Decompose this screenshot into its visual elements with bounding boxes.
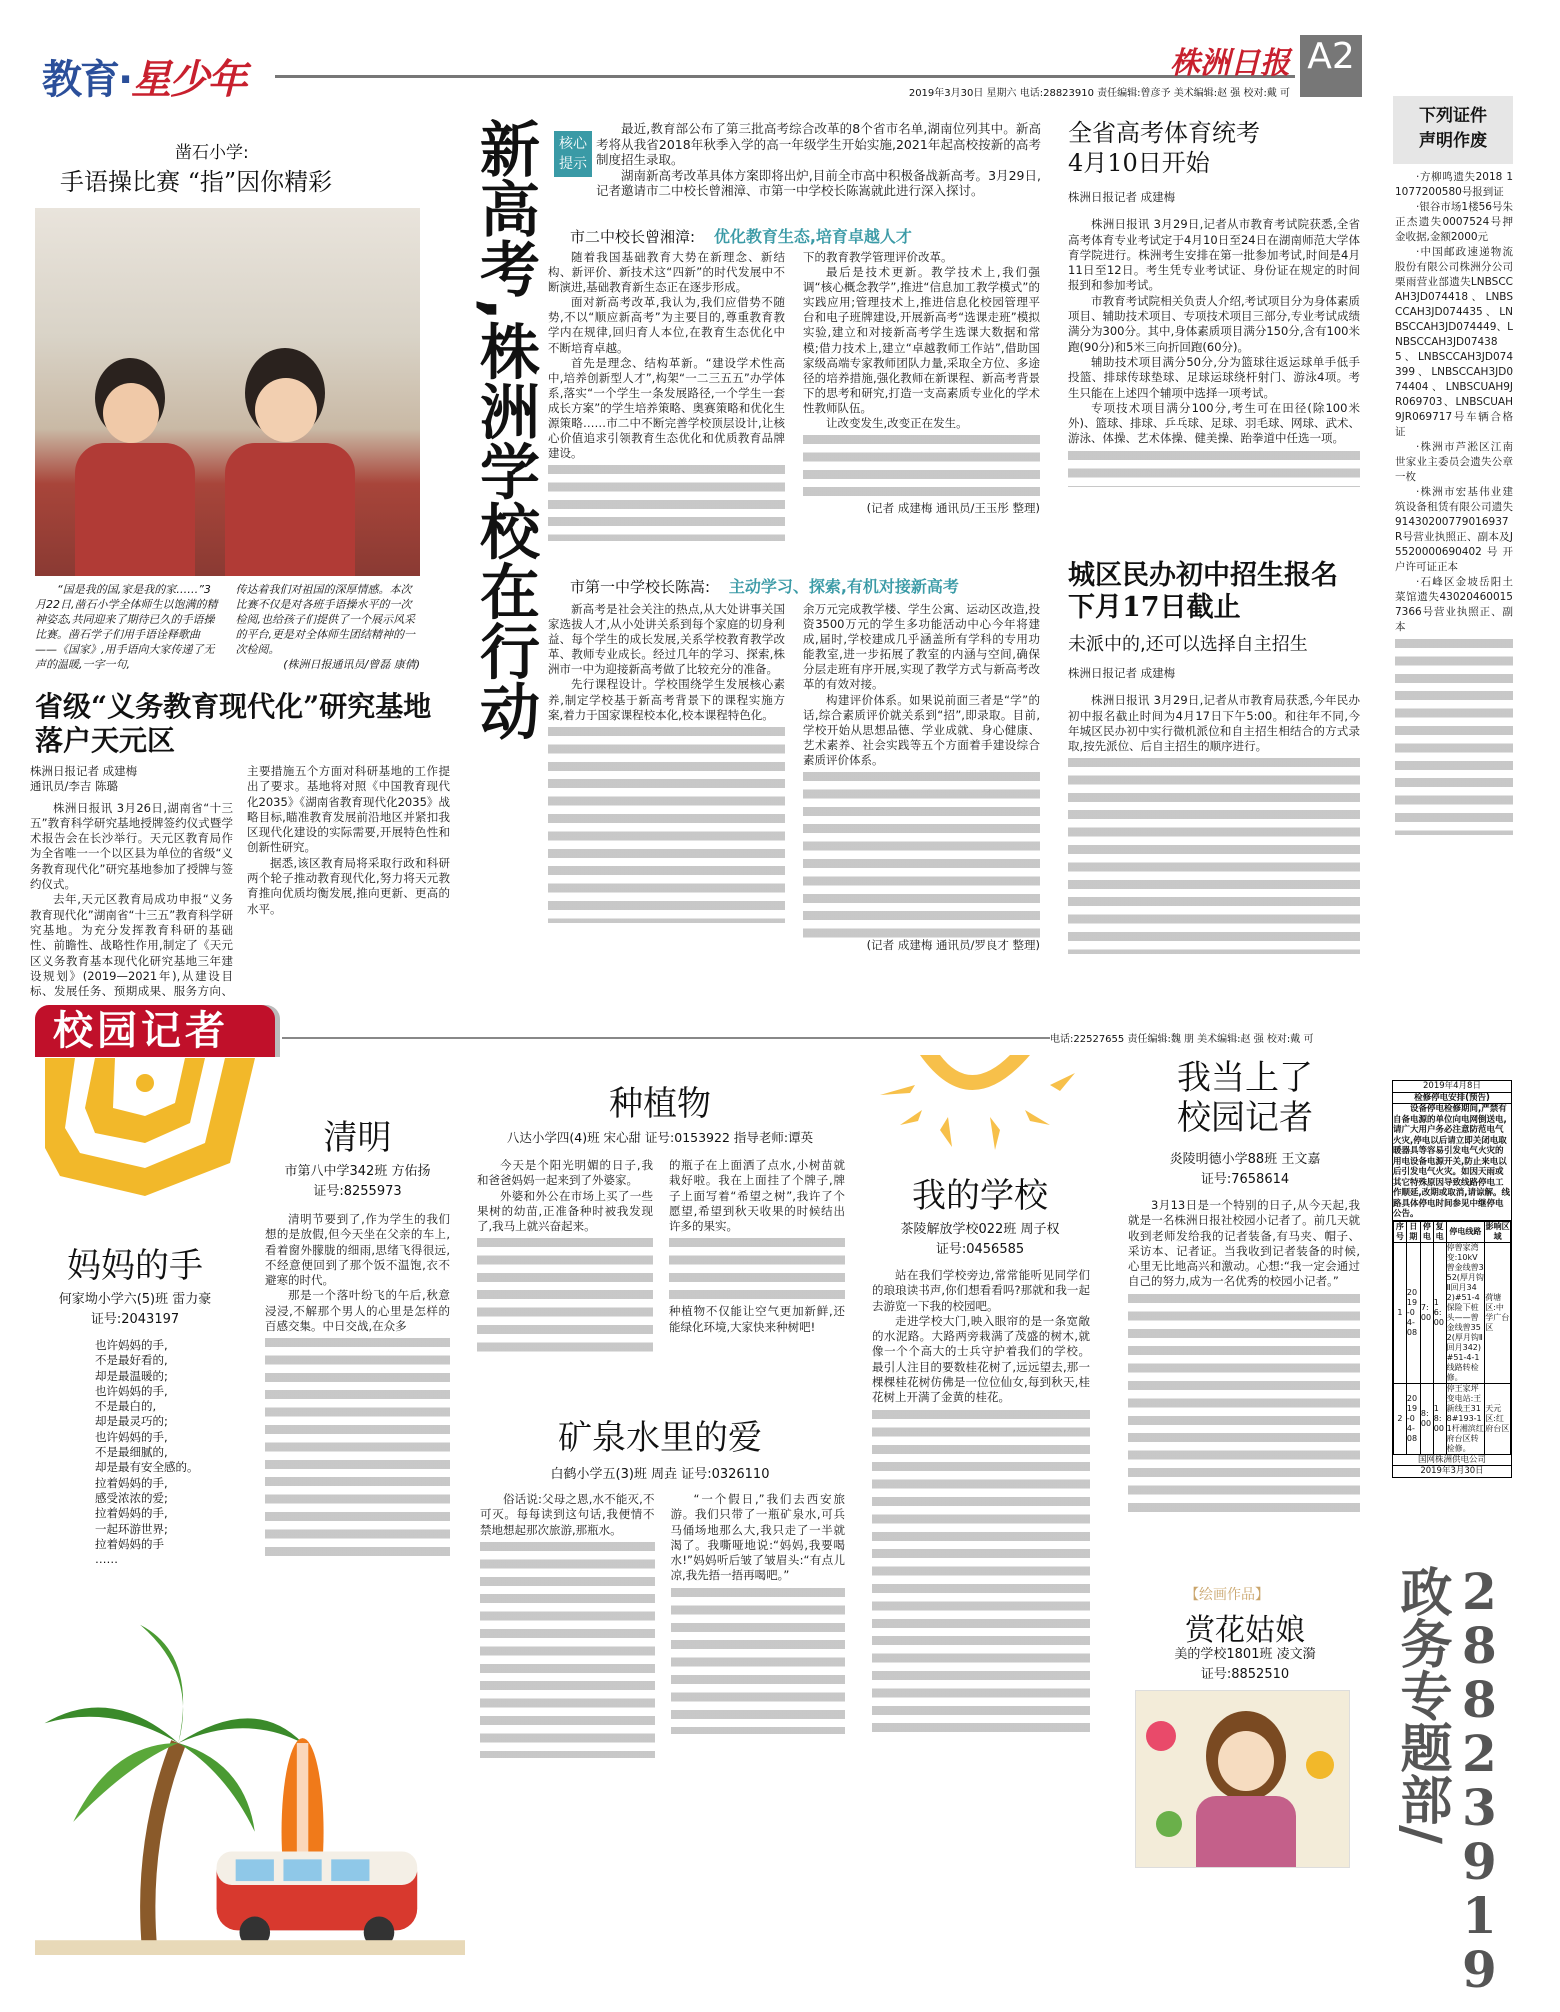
sports-title-line1: 全省高考体育统考 [1068,119,1260,147]
poem-line: 也许妈妈的手, [95,1429,168,1444]
sun-illustration [860,1055,1080,1155]
outage-org: 国网株洲供电公司 [1393,1455,1511,1467]
planting-col1 [477,1158,653,1393]
th: 复电 [1433,1221,1446,1242]
sign-caption [35,582,420,672]
header-rule [275,75,1295,78]
notices-box-title: 下列证件声明作废 [1393,96,1513,164]
poem-line: 不是最好看的, [95,1353,168,1368]
td: 18:00 [1433,1383,1446,1454]
reporter-title-line2: 校园记者 [1177,1098,1313,1138]
byline: 通讯员/李吉 陈璐 [30,779,119,794]
private-title-line1: 城区民办初中招生报名 [1068,560,1338,591]
caption-col2: 传达着我们对祖国的深厚情感。本次比赛不仅是对各班手语操水平的一次检阅,也给孩子们提供了一个展示风采的平台,更是对全体师生团结精神的一次检阅。 [235,583,415,656]
td: 7:00 [1420,1242,1433,1383]
table-row [1394,1383,1511,1454]
sub1-col1 [548,250,785,565]
section-rule [282,1037,1050,1039]
byline: 株洲日报记者 成建梅 [1068,190,1176,204]
lead-paragraph: 最近,教育部公布了第三批高考综合改革的8个省市名单,湖南位列其中。新高考将从我省2018年秋季入学的高一年级学生开始实施,2021年起高校按新的高考制度招生录取。 [596,121,1041,167]
outage-date: 2019年4月8日 [1393,1081,1511,1093]
paper-logo: 株洲日报 [1170,46,1290,81]
qingming-body [265,1212,450,1592]
text-lines [872,1406,1090,1736]
cert-number: 证号:0456585 [935,1242,1025,1257]
sub1-body [548,250,1040,565]
text-lines [548,723,785,923]
sign-title: 手语操比赛 “指”因你精彩 [60,168,333,196]
paragraph: 俗话说:父母之恩,水不能灭,不可灭。每每读到这句话,我便情不禁地想起那次旅游,那瓶水。 [480,1492,655,1537]
text-lines [477,1234,653,1354]
text-lines [1068,447,1360,487]
tianyuan-title-line2: 落户天元区 [35,724,176,757]
reporter-title [1125,1058,1365,1138]
sports-title [1068,118,1260,178]
planting-title: 种植物 [609,1084,711,1124]
sports-title-line2: 4月10日开始 [1068,149,1210,177]
td: 2 [1394,1383,1407,1454]
cert-number: 证号:8852510 [1200,1667,1290,1682]
sun-icon [880,1055,1075,1150]
my-school-title: 我的学校 [912,1176,1048,1216]
campus-banner: 校园记者 [35,1005,275,1057]
th: 停电 [1420,1221,1433,1242]
outage-table-header [1394,1221,1511,1242]
sports-body [1068,190,1360,535]
info-line-bottom: 电话:22527655 责任编辑:魏 朋 美术编辑:赵 强 校对:戴 可 [1050,1034,1314,1045]
byline: 株洲日报记者 成建梅 [30,764,138,778]
private-body [1068,666,1360,986]
core-tip-label: 核心提示 [554,131,592,177]
text-lines [669,1234,845,1304]
paragraph: 种植物不仅能让空气更加新鲜,还能绿化环境,大家快来种树吧! [669,1304,845,1334]
text-lines [803,431,1040,501]
ad-phone: 28823919 [1462,1562,1497,1999]
paragraph: 构建评价体系。如果说前面三者是“学”的话,综合素质评价就关系到“招”,即录取。目前,学校开始从思想品德、学业成就、身心健康、艺术素养、社会实践等五个方面着手建设综合素质评价体系。 [803,692,1040,767]
notice-item: ·石峰区金坡岳阳土菜馆遗失430204600157366号营业执照正、副本 [1395,576,1513,633]
qingming-title: 清明 [323,1118,392,1158]
paragraph: 下的教育教学管理评价改革。 [803,250,953,264]
paragraph: 株洲日报讯 3月26日,湖南省“十三五”教育科学研究基地授牌签约仪式暨学术报告会在长沙举行。天元区教育局作为全省唯一一个以区县为单位的省级“义务教育现代化”研究基地参加了授牌与签约仪式。 [30,800,233,892]
paragraph: 专项技术项目满分100分,考生可在田径(除100米外)、篮球、排球、乒乓球、足球、羽毛球、网球、武术、游泳、体操、艺术体操、健美操、跆拳道中任选一项。 [1068,400,1360,446]
gaokao-vertical-title: 新高考,株洲学校在行动 [470,118,540,741]
table-row [1394,1242,1511,1383]
notices-list [1395,170,1513,835]
mom-hands-byline [30,1290,240,1330]
drawing-title: 赏花姑娘 [1185,1613,1305,1648]
gaokao-lead [596,121,1041,199]
mom-hands-title: 妈妈的手 [67,1246,203,1286]
mineral-col1 [480,1492,655,1802]
sign-kicker: 凿石小学: [175,143,249,163]
byline: 炎陵明德小学88班 王文嘉 [1169,1152,1321,1167]
th: 影响区域 [1485,1221,1510,1241]
section-logo-left: 教育· [42,57,132,103]
mom-hands-poem [95,1338,199,1567]
poem-line: 拉着妈妈的手, [95,1475,168,1490]
section-logo-right: 星少年 [131,57,246,103]
td: 8:00 [1420,1383,1433,1454]
outage-title: 检修停电安排(预告) [1393,1093,1511,1105]
td: 荷塘区:中学广台区 [1485,1242,1511,1383]
drawing-byline [1125,1645,1365,1685]
notice-item: ·银谷市场1楼56号朱正杰遗失0007524号押金收据,金额2000元 [1395,201,1513,243]
poem-line: 感受浓浓的爱; [95,1490,168,1505]
umbrella-icon [35,1058,265,1208]
mineral-col2 [671,1492,846,1802]
th: 日期 [1406,1221,1420,1242]
power-outage-notice [1392,1080,1512,1478]
cert-number: 证号:8255973 [313,1184,402,1199]
paragraph: 先行课程设计。学校围绕学生发展核心素养,制定学校基于新高考背景下的课程实施方案,着力于国家课程校本化,校本课程特色化。 [548,677,785,722]
notice-item: ·株洲市芦淞区江南世家业主委员会遗失公章一枚 [1395,441,1513,483]
paragraph: 首先是理念、结构革新。“建设学术性高中,培养创新型人才”,构架“一二三五五”办学体系,落实“一个学生一条发展路径,一个学生一套成长方案”的学生培养策略、奥赛策略和优化生源策略……市二中不断完善学校顶层设计,让核心价值追求引领教育生态优化和优质教育品牌建设。 [548,355,785,461]
outage-intro: 设备停电检修期间,严禁有自备电源的单位向电网倒送电,请广大用户务必注意防范电气火灾,停电以后请立即关闭电取暖器具等容易引发电气火灾的用电设备电源开关,防止来电以后引发电气火灾。如因天雨或其它特殊原因导致线路停电工作顺延,改期或取消,请谅解。线路具体停电时间参见中继停电公告。 [1393,1104,1510,1219]
notice-item: ·株洲市宏基伟业建筑设备租赁有限公司遗失91430200779016937R号营业执照正、副本及J5520000690402号开户许可证正本 [1395,486,1513,573]
private-subtitle: 未派中的,还可以选择自主招生 [1068,634,1308,655]
private-title [1068,560,1338,624]
sub2-col2 [803,602,1040,987]
paragraph: 面对新高考改革,我认为,我们应借势不随势,不以“顺应新高考”为主要目的,尊重教育教学内在规律,回归育人本位,在教育生态优化中不断培育卓越。 [548,295,785,355]
mineral-water-byline: 白鹤小学五(3)班 周垚 证号:0326110 [550,1467,770,1482]
poem-line: 却是最温暖的; [95,1368,168,1383]
paragraph: 3月13日是一个特别的日子,从今天起,我就是一名株洲日报社校园小记者了。前几天就收到老师发给我的记者装备,有马夹、帽子、采访本、记者证。当我收到记者装备的时候,心里无比地高兴和激动。心想:“我一定会通过自己的努力,成为一名优秀的校园小记者。” [1128,1198,1360,1289]
tianyuan-title [35,690,431,758]
th: 序号 [1394,1221,1407,1242]
th: 停电线路 [1446,1221,1485,1242]
paragraph: 让改变发生,改变正在发生。 [826,416,968,431]
text-lines [265,1334,450,1564]
van-icon [217,1851,418,1948]
paragraph: 那是一个落叶纷飞的午后,秋意浸浸,不解那个男人的心里是怎样的百感交集。中日交战,在众多 [265,1288,450,1334]
subhead-speaker: 市二中校长曾湘漳: [570,228,696,246]
byline: 美的学校1801班 凌文漪 [1174,1647,1316,1662]
mineral-water-body [480,1492,845,1802]
mineral-water-title: 矿泉水里的爱 [558,1418,762,1458]
cert-number: 证号:2043197 [90,1312,180,1327]
caption-col1: “国是我的国,家是我的家……”3月22日,凿石小学全体师生以饱满的精神姿态,共同迎来了期待已久的手语操比赛。凿石学子们用手语诠释歌曲——《国家》,用手语向大家传递了无声的温暖,一字一句, [35,583,218,671]
sign-language-photo [35,208,420,576]
td: 停曾家湾变:10kV曾金线曾352(厚月钩Ⅱ回月342)#51-4保险下桩头——曾金线曾352(厚月钩Ⅱ回月342)#51-4-1线路转检修。 [1446,1242,1484,1382]
beach-illustration [35,1605,465,1955]
subhead-title: 优化教育生态,培育卓越人才 [713,227,912,246]
paragraph: 走进学校大门,映入眼帘的是一条宽敞的水泥路。大路两旁栽满了茂盛的树木,就像一个个高大的士兵守护着我们的学校。最引人注目的要数桂花树了,远远望去,那一棵棵桂花树仿佛是一位位仙女,每到秋天,桂花树上开满了金黄的桂花。 [872,1313,1090,1405]
paragraph: 外婆和外公在市场上买了一些果树的幼苗,正准备种时被我发现了,我马上就兴奋起来。 [477,1188,653,1234]
text-lines [480,1538,655,1758]
poem-line: …… [95,1552,118,1567]
td: 停王家坪变电站:王新线王318#193-11杆湘滨红府台区转检修。 [1446,1383,1484,1453]
paragraph: 今天是个阳光明媚的日子,我和爸爸妈妈一起来到了外婆家。 [477,1158,653,1188]
flower-girl-drawing [1135,1690,1350,1868]
td: 16:00 [1433,1242,1446,1383]
poem-line: 不是最细腻的, [95,1445,168,1460]
paragraph: 市教育考试院相关负责人介绍,考试项目分为身体素质项目、辅助技术项目、专项技术项目三部分,专业考试成绩满分为300分。其中,身体素质项目满分150分,含有100米跑(90分)和5米三向折回跑(60分)。 [1068,293,1360,354]
poem-line: 拉着妈妈的手 [95,1536,164,1551]
outage-footer-date: 2019年3月30日 [1420,1466,1484,1476]
poem-line: 不是最白的, [95,1399,157,1414]
umbrella-illustration [35,1058,265,1208]
paragraph: 随着我国基础教育大势在新理念、新结构、新评价、新技术这“四新”的时代发展中不断演进,基础教育新生态正在逐步形成。 [548,250,785,295]
paragraph: 的瓶子在上面洒了点水,小树苗就栽好啦。我在上面挂了个牌子,牌子上面写着“希望之树”,我许了个愿望,希望到秋天收果的时候结出许多的果实。 [669,1158,845,1234]
td: 天元区:红府台区 [1485,1383,1511,1454]
paragraph: 株洲日报讯 3月29日,记者从市教育考试院获悉,全省高考体育专业考试定于4月10日至24日在湖南师范大学体育学院进行。株洲考生安排在第一批参加考试,时间是4月11日至12日。考生凭专业考试证、身份证在规定的时间报到和参加考试。 [1068,217,1360,293]
my-school-body [872,1268,1090,1808]
paragraph: 辅助技术项目满分50分,分为篮球往返运球单手低手投篮、排球传球垫球、足球运球绕杆射门、游泳4项。考生只能在上述四个辅项中选择一项考试。 [1068,354,1360,400]
paragraph: 清明节要到了,作为学生的我们想的是放假,但今天坐在父亲的车上,看着窗外朦胧的细雨,思绪飞得很远,不经意便回到了那个饭不温饱,衣不避寒的时代。 [265,1212,450,1288]
page-number: A2 [1300,35,1362,97]
poem-line: 却是最有安全感的。 [95,1460,199,1475]
notice-item: ·方柳鸣遗失2018 11077200580号报到证 [1395,171,1513,198]
paragraph: 最后是技术更新。教学技术上,我们强调“核心概念教学”,推进“信息加工教学模式”的实践应用;管理技术上,推进信息化校园管理平台和电子班牌建设,开展新高考“选课走班”模拟实验,建立和对接新高考学生选课大数据和常模;借力技术上,建立“卓越教师工作站”,借助国家级高端专家教师团队力量,采取全方位、多途径的培养措施,强化教师在新课程、新高考背景下的思考和研究,打造一支高素质专业化的学术性教师队伍。 [803,265,1040,415]
caption-col2-wrap [236,582,421,672]
paragraph: 株洲日报讯 3月29日,记者从市教育局获悉,今年民办初中报名截止时间为4月17日下午5:00。和往年不同,今年城区民办初中实行微机派位和自主招生相结合的方式录取,按先派位、后自主招生的顺序进行。 [1068,693,1360,754]
sub2-body [548,602,1040,987]
sub2-col1 [548,602,785,987]
byline: 株洲日报记者 成建梅 [1068,666,1176,680]
text-lines [803,768,1040,938]
td: 1 [1394,1242,1407,1383]
sub1-col2 [803,250,1040,565]
tianyuan-title-line1: 省级“义务教育现代化”研究基地 [35,690,432,723]
subhead-speaker: 市第一中学校长陈嵩: [570,578,711,596]
planting-body [477,1158,845,1393]
text-lines [1395,635,1513,835]
notice-item: ·中国邮政速递物流股份有限公司株洲分公司栗雨营业部遗失LNBSCCAH3JD074418、LNBSCCAH3JD074435、LNBSCCAH3JD074449、LNBSCCAH3JD074385、LNBSCCAH3JD074399、LNBSCCAH3JD074404、LNBSCUAH9JR069703、LNBSCUAH9JR069717号车辆合格证 [1395,246,1513,438]
paragraph: 站在我们学校旁边,常常能听见同学们的琅琅读书声,你们想看看吗?那就和我一起去游览一下我的校园吧。 [872,1268,1090,1313]
cert-number: 证号:7658614 [1200,1172,1290,1187]
text-lines [1128,1290,1360,1520]
qingming-byline [255,1162,460,1202]
section-logo [42,48,245,105]
td: 2019-04-08 [1406,1242,1420,1383]
text-lines [548,461,785,541]
text-lines [1068,754,1360,954]
ad-dept: 政务专题部/ [1391,1565,1452,1844]
text-lines [671,1584,846,1734]
paragraph: 据悉,该区教育局将采取行政和科研两个轮子推动教育现代化,努力将天元教育推向优质均衡发展,推向更新、更高的水平。 [247,855,450,916]
my-school-byline [860,1220,1100,1260]
subhead-2 [570,574,959,597]
byline: 市第八中学342班 方佑扬 [284,1164,431,1179]
info-line: 2019年3月30日 星期六 电话:28823910 责任编辑:曾彦予 美术编辑:赵 强 校对:戴 可 [908,88,1290,99]
paragraph: 新高考是社会关注的热点,从大处讲事关国家选拔人才,从小处讲关系到每个家庭的切身利益、每个学生的成长发展,关系学校教育教学改革、教师专业成长。经过几年的学习、探索,株洲市一中为迎接新高考做了比较充分的准备。 [548,602,785,677]
outage-table [1393,1221,1511,1455]
subhead-1 [570,224,912,247]
paragraph: 去年,天元区教育局成功申报“义务教育现代化”湖南省“十三五”教育科学研究基地。为充分发挥教育科研的基础性、前瞻性、战略性作用,制定了《天元区义务教育基本现代化研究基地三年建设规划》(2019—2021年),从建设目标、发展任务、预期成果、服务方向、主要措施五个方面对科研基地的工作提出了要求。基地将对照《中国教育现代化2035》《湖南省教育现代化2035》战略目标,瞄准教育发展前沿地区并紧扣我区现代化建设的实际需要,开展特色性和创新性研究。 [30,764,450,999]
poem-line: 也许妈妈的手, [95,1338,168,1352]
reporter-byline [1115,1150,1375,1190]
poem-line: 拉着妈妈的手, [95,1506,168,1521]
td: 2019-04-08 [1406,1383,1420,1454]
paragraph: “一个假日,”我们去西安旅游。我们只带了一瓶矿泉水,可兵马俑场地那么大,我只走了一半就渴了。我嘶哑地说:“妈妈,我要喝水!”妈妈听后皱了皱眉头:“有点儿凉,我先捂一捂再喝吧。” [670,1492,845,1583]
poem-line: 一起环游世界; [95,1521,168,1536]
reporter-title-line1: 我当上了 [1177,1058,1313,1098]
credit: (记者 成建梅 通讯员/罗良才 整理) [866,938,1040,953]
planting-col2 [669,1158,845,1393]
byline: 茶陵解放学校022班 周子权 [900,1222,1060,1237]
tianyuan-body [30,764,450,1000]
drawing-tag: 【绘画作品】 [1185,1587,1269,1603]
poem-line: 却是最灵巧的; [95,1414,168,1429]
caption-credit: (株洲日报通讯员/曾磊 康倩) [283,658,420,671]
credit: (记者 成建梅 通讯员/王玉彤 整理) [866,501,1040,516]
paragraph: 余万元完成教学楼、学生公寓、运动区改造,投资3500万元的学生多功能活动中心今年将建成,届时,学校建成几乎涵盖所有学科的专用功能教室,进一步拓展了教室的内涵与空间,确保分层走班有序开展,实现了教学方式与新高考改革的有效对接。 [803,602,1040,692]
byline: 何家坳小学六(5)班 雷力豪 [58,1292,212,1307]
poem-line: 也许妈妈的手, [95,1383,168,1398]
lead-paragraph: 湖南新高考改革具体方案即将出炉,目前全市高中积极备战新高考。3月29日,记者邀请市二中校长曾湘漳、市第一中学校长陈嵩就此进行深入探讨。 [596,167,1041,198]
subhead-title: 主动学习、探索,有机对接新高考 [728,577,959,596]
planting-byline: 八达小学四(4)班 宋心甜 证号:0153922 指导老师:谭英 [506,1130,814,1145]
private-title-line2: 下月17日截止 [1068,592,1241,623]
reporter-body [1128,1198,1360,1568]
